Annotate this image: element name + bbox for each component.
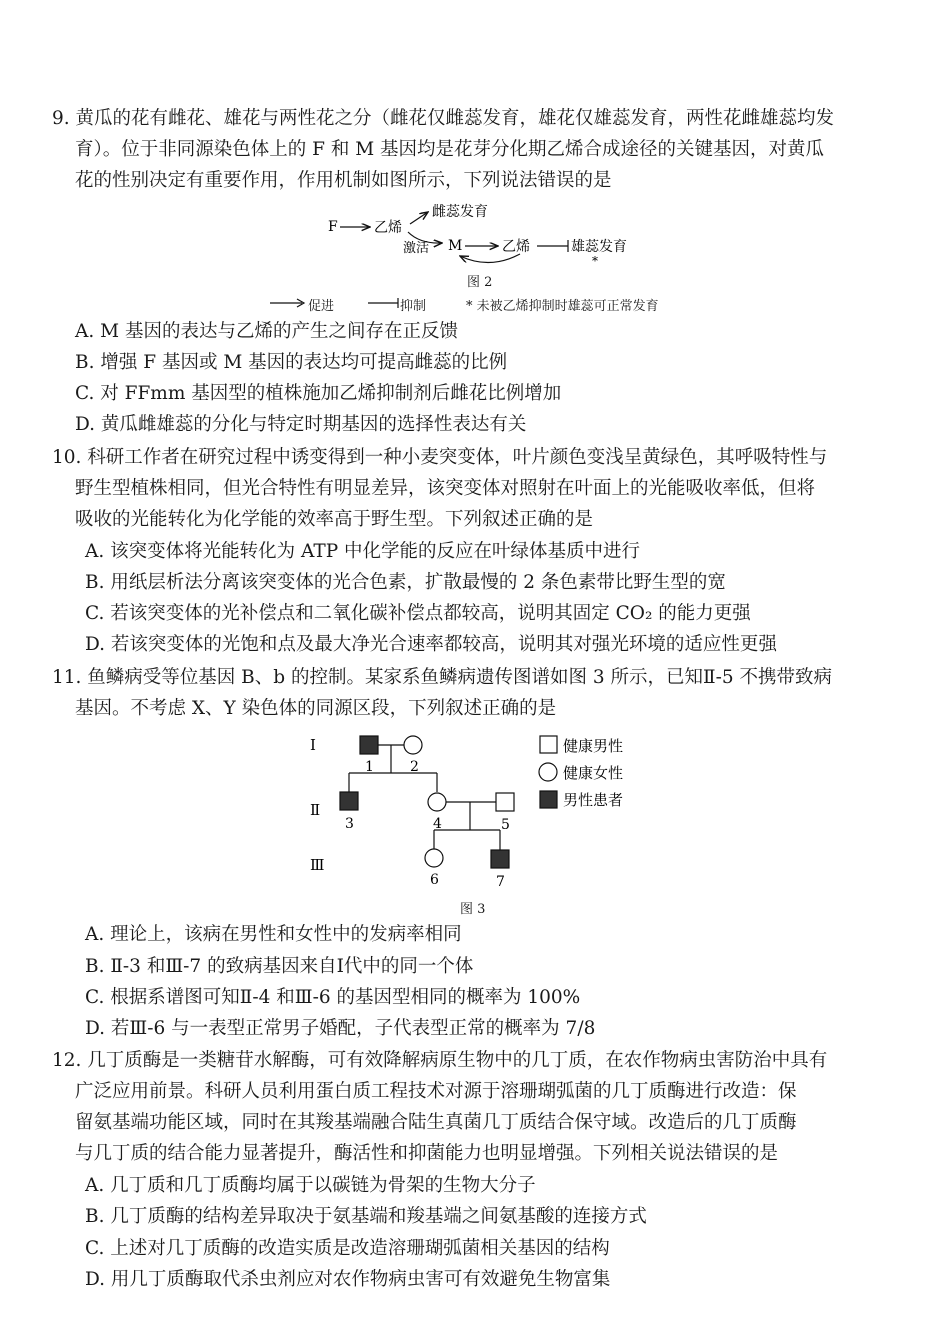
figure-2-diagram	[320, 198, 660, 268]
fig2-f-gene: F	[328, 219, 338, 235]
individual-III-6-healthy-female	[425, 849, 443, 867]
q11-option-c[interactable]: C. 根据系谱图可知Ⅱ-4 和Ⅲ-6 的基因型相同的概率为 100%	[85, 987, 581, 1008]
label-II-5: 5	[501, 817, 510, 833]
legend-inhibit-icon	[366, 296, 402, 310]
q9-option-c[interactable]: C. 对 FFmm 基因型的植株施加乙烯抑制剂后雌花比例增加	[75, 383, 562, 404]
q10-stem-line1: 10. 科研工作者在研究过程中诱变得到一种小麦突变体，叶片颜色变浅呈黄绿色，其呼吸特性与	[52, 447, 828, 468]
q12-stem-line1: 12. 几丁质酶是一类糖苷水解酶，可有效降解病原生物中的几丁质，在农作物病虫害防治中具有	[52, 1050, 828, 1071]
legend-note: * 未被乙烯抑制时雄蕊可正常发育	[466, 299, 659, 314]
q11-stem-line1: 11. 鱼鳞病受等位基因 B、b 的控制。某家系鱼鳞病遗传图谱如图 3 所示，已知Ⅱ-5 不携带致病	[52, 667, 833, 688]
q9-option-b[interactable]: B. 增强 F 基因或 M 基因的表达均可提高雌蕊的比例	[75, 352, 508, 373]
fig2-star-mark: *	[592, 254, 598, 268]
q12-option-c[interactable]: C. 上述对几丁质酶的改造实质是改造溶珊瑚弧菌相关基因的结构	[85, 1238, 610, 1259]
individual-II-3-male-patient	[340, 792, 358, 810]
q10-option-d[interactable]: D. 若该突变体的光饱和点及最大净光合速率都较高，说明其对强光环境的适应性更强	[85, 634, 777, 655]
q12-option-b[interactable]: B. 几丁质酶的结构差异取决于氨基端和羧基端之间氨基酸的连接方式	[85, 1206, 647, 1227]
q10-option-b[interactable]: B. 用纸层析法分离该突变体的光合色素，扩散最慢的 2 条色素带比野生型的宽	[85, 572, 726, 593]
legend-inhibit-label: 抑制	[400, 299, 427, 314]
q9-stem-line2: 育）。位于非同源染色体上的 F 和 M 基因均是花芽分化期乙烯合成途径的关键基因，对黄瓜	[75, 139, 825, 160]
q10-stem-line3: 吸收的光能转化为化学能的效率高于野生型。下列叙述正确的是	[75, 509, 594, 530]
individual-II-5-healthy-male	[496, 793, 514, 811]
fig2-arrow-to-pistil	[410, 212, 428, 224]
fig2-feedback-curve	[460, 254, 520, 263]
legend-healthy-male-icon	[540, 736, 557, 753]
q10-option-a[interactable]: A. 该突变体将光能转化为 ATP 中化学能的反应在叶绿体基质中进行	[85, 541, 641, 562]
q9-stem-line1: 9. 黄瓜的花有雌花、雄花与两性花之分（雌花仅雌蕊发育，雄花仅雄蕊发育，两性花雌雄蕊均发	[52, 108, 835, 129]
label-I-1: 1	[365, 759, 374, 775]
legend-promote-label: 促进	[308, 299, 335, 314]
legend-healthy-female-icon	[539, 763, 557, 781]
label-III-7: 7	[496, 874, 505, 890]
fig2-stamen-development: 雄蕊发育	[571, 239, 627, 255]
legend-male-patient-label: 男性患者	[563, 791, 624, 809]
q9-option-a[interactable]: A. M 基因的表达与乙烯的产生之间存在正反馈	[75, 321, 458, 342]
q12-stem-line4: 与几丁质的结合能力显著提升，酶活性和抑菌能力也明显增强。下列相关说法错误的是	[75, 1143, 779, 1164]
figure-3-pedigree	[300, 728, 660, 898]
fig2-ethylene-2: 乙烯	[502, 239, 530, 255]
individual-II-4-healthy-female	[428, 793, 446, 811]
legend-healthy-male-label: 健康男性	[563, 737, 624, 755]
q11-option-d[interactable]: D. 若Ⅲ-6 与一表型正常男子婚配，子代表型正常的概率为 7/8	[85, 1018, 596, 1039]
q11-option-b[interactable]: B. Ⅱ-3 和Ⅲ-7 的致病基因来自Ⅰ代中的同一个体	[85, 956, 474, 977]
fig2-ethylene-1: 乙烯	[374, 220, 402, 236]
q12-stem-line3: 留氨基端功能区域，同时在其羧基端融合陆生真菌几丁质结合保守域。改造后的几丁质酶	[75, 1112, 797, 1133]
label-II-3: 3	[345, 816, 354, 832]
q12-stem-line2: 广泛应用前景。科研人员利用蛋白质工程技术对源于溶珊瑚弧菌的几丁质酶进行改造：保	[75, 1081, 797, 1102]
label-II-4: 4	[433, 816, 442, 832]
fig3-caption: 图 3	[460, 902, 486, 917]
q9-stem-line3: 花的性别决定有重要作用，作用机制如图所示，下列说法错误的是	[75, 170, 612, 191]
individual-I-2-healthy-female	[404, 736, 422, 754]
legend-promote-arrow-icon	[268, 296, 308, 310]
q12-option-d[interactable]: D. 用几丁质酶取代杀虫剂应对农作物病虫害可有效避免生物富集	[85, 1269, 611, 1290]
generation-2-label: Ⅱ	[310, 801, 321, 819]
fig2-activate-label: 激活	[403, 241, 430, 256]
q12-option-a[interactable]: A. 几丁质和几丁质酶均属于以碳链为骨架的生物大分子	[85, 1175, 536, 1196]
generation-3-label: Ⅲ	[310, 856, 325, 874]
legend-male-patient-icon	[540, 791, 557, 808]
q10-stem-line2: 野生型植株相同，但光合特性有明显差异，该突变体对照射在叶面上的光能吸收率低，但将	[75, 478, 816, 499]
q11-option-a[interactable]: A. 理论上，该病在男性和女性中的发病率相同	[85, 924, 462, 945]
q9-option-d[interactable]: D. 黄瓜雌雄蕊的分化与特定时期基因的选择性表达有关	[75, 414, 527, 435]
label-I-2: 2	[410, 759, 419, 775]
fig2-m-gene: M	[448, 238, 463, 254]
generation-1-label: Ⅰ	[310, 736, 316, 754]
q10-option-c[interactable]: C. 若该突变体的光补偿点和二氧化碳补偿点都较高，说明其固定 CO₂ 的能力更强	[85, 603, 751, 624]
legend-healthy-female-label: 健康女性	[563, 764, 624, 782]
fig2-pistil-development: 雌蕊发育	[432, 204, 488, 220]
label-III-6: 6	[430, 872, 439, 888]
individual-I-1-male-patient	[360, 736, 378, 754]
individual-III-7-male-patient	[491, 850, 509, 868]
q11-stem-line2: 基因。不考虑 X、Y 染色体的同源区段，下列叙述正确的是	[75, 698, 557, 719]
fig2-caption: 图 2	[467, 275, 493, 290]
